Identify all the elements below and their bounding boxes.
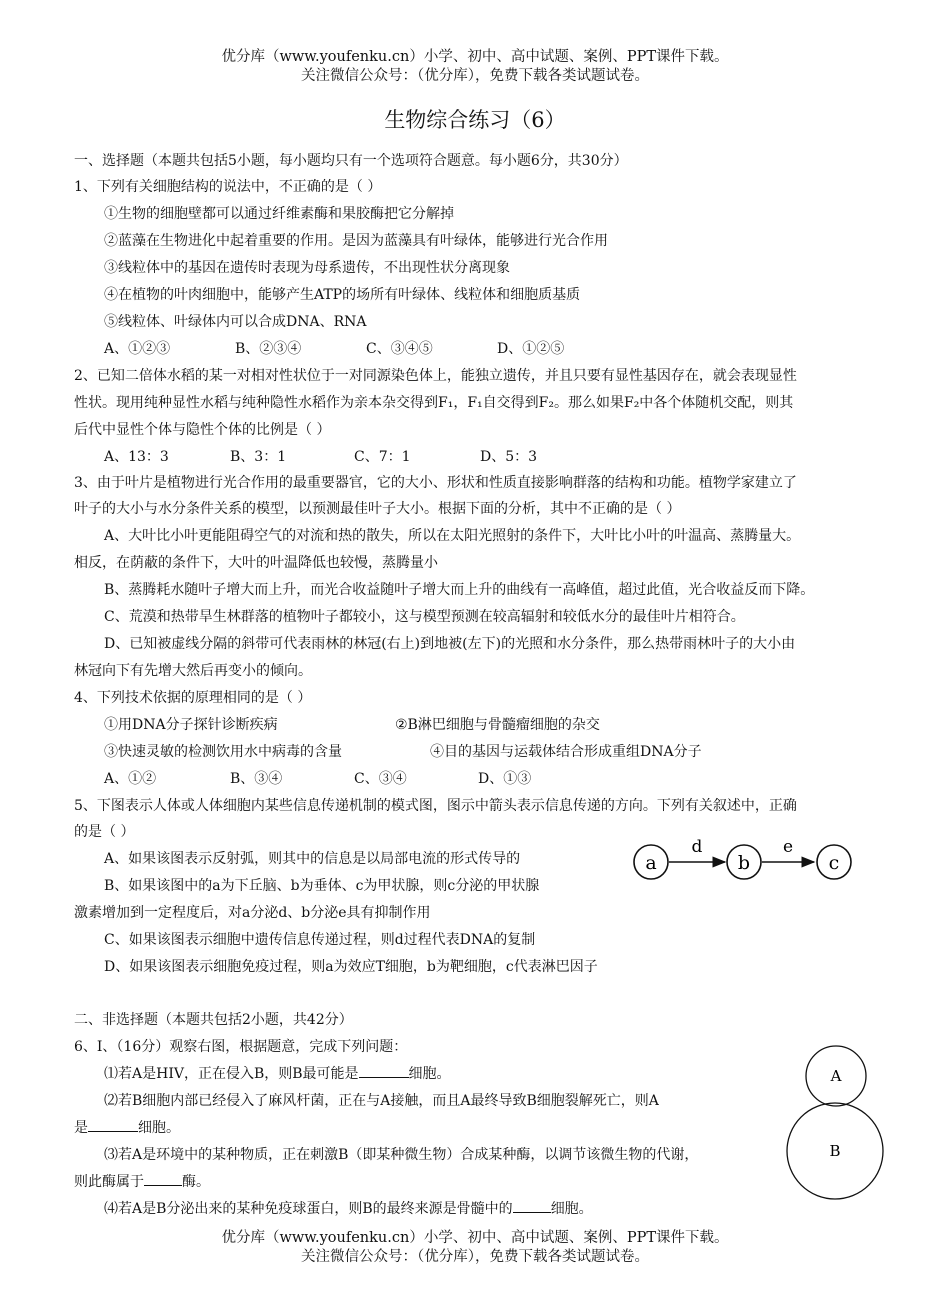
q6-part-4-suffix: 细胞。 xyxy=(550,1201,593,1217)
section-1-heading: 一、选择题（本题共包括5小题，每小题均只有一个选项符合题意。每小题6分，共30分） xyxy=(74,153,628,169)
q1-stem: 1、下列有关细胞结构的说法中，不正确的是（ ） xyxy=(74,179,382,195)
q6-part-2-line-2 xyxy=(74,1117,774,1139)
q4-item-4: ④目的基因与运载体结合形成重组DNA分子 xyxy=(430,744,702,760)
q3-option-a-line-1: A、大叶比小叶更能阻碍空气的对流和热的散失，所以在太阳光照射的条件下，大叶比小叶的叶温高、蒸腾量大。 xyxy=(104,528,801,544)
cell-a-label: A xyxy=(830,1067,842,1085)
q3-line-1: 3、由于叶片是植物进行光合作用的最重要器官，它的大小、形状和性质直接影响群落的结构和功能。植物学家建立了 xyxy=(74,475,797,491)
section-2-heading: 二、非选择题（本题共包括2小题，共42分） xyxy=(74,1012,353,1028)
q6-part-3-prefix: 则此酶属于 xyxy=(74,1174,144,1190)
q4-option-b: B、③④ xyxy=(230,771,283,787)
q2-option-c: C、7：1 xyxy=(354,449,411,465)
q1-item-4: ④在植物的叶肉细胞中，能够产生ATP的场所有叶绿体、线粒体和细胞质基质 xyxy=(104,287,581,303)
q4-option-d: D、①③ xyxy=(478,771,532,787)
q5-line-2: 的是（ ） xyxy=(74,824,135,840)
q4-item-2: ②B淋巴细胞与骨髓瘤细胞的杂交 xyxy=(395,717,600,733)
node-c-label: c xyxy=(828,852,840,874)
q1-item-2: ②蓝藻在生物进化中起着重要的作用。是因为蓝藻具有叶绿体，能够进行光合作用 xyxy=(104,233,608,249)
q4-option-a: A、①② xyxy=(104,771,157,787)
q3-option-a-line-2: 相反，在荫蔽的条件下，大叶的叶温降低也较慢，蒸腾量小 xyxy=(74,555,438,571)
q5-option-a: A、如果该图表示反射弧，则其中的信息是以局部电流的形式传导的 xyxy=(104,851,521,867)
page-title: 生物综合练习（6） xyxy=(384,108,566,132)
q6-part-1-blank[interactable] xyxy=(359,1063,409,1078)
q4-option-c: C、③④ xyxy=(354,771,407,787)
q2-line-1: 2、已知二倍体水稻的某一对相对性状位于一对同源染色体上，能独立遗传，并且只要有显性基因存在，就会表现显性 xyxy=(74,368,797,384)
page-footer-line-1: 优分库（www.youfenku.cn）小学、初中、高中试题、案例、PPT课件下载。 xyxy=(221,1230,729,1246)
q6-part-3-suffix: 酶。 xyxy=(182,1174,210,1190)
q1-option-c: C、③④⑤ xyxy=(366,341,433,357)
q6-part-1-suffix: 细胞。 xyxy=(408,1066,451,1082)
q2-option-b: B、3：1 xyxy=(230,449,287,465)
page-header-line-1: 优分库（www.youfenku.cn）小学、初中、高中试题、案例、PPT课件下载。 xyxy=(221,49,729,65)
q6-part-4-text: ⑷若A是B分泌出来的某种免疫球蛋白，则B的最终来源是骨髓中的 xyxy=(104,1201,513,1217)
arrow-d-label: d xyxy=(691,837,703,857)
q5-option-b-line-1: B、如果该图中的a为下丘脑、b为垂体、c为甲状腺，则c分泌的甲状腺 xyxy=(104,878,540,894)
q6-part-1-text: ⑴若A是HIV，正在侵入B，则B最可能是 xyxy=(104,1066,359,1082)
q6-part-1 xyxy=(104,1063,774,1085)
q6-part-4 xyxy=(104,1198,774,1220)
q6-part-2-line-1: ⑵若B细胞内部已经侵入了麻风杆菌，正在与A接触，而且A最终导致B细胞裂解死亡，则A xyxy=(104,1093,659,1109)
q1-option-b: B、②③④ xyxy=(235,341,302,357)
q6-part-3-line-1: ⑶若A是环境中的某种物质，正在刺激B（即某种微生物）合成某种酶，以调节该微生物的代谢， xyxy=(104,1147,699,1163)
q2-line-2: 性状。现用纯种显性水稻与纯种隐性水稻作为亲本杂交得到F₁，F₁自交得到F₂。那么如果F₂中各个体随机交配，则其 xyxy=(74,395,794,411)
q1-item-5: ⑤线粒体、叶绿体内可以合成DNA、RNA xyxy=(104,314,367,330)
page-footer-line-2: 关注微信公众号：（优分库），免费下载各类试题试卷。 xyxy=(301,1249,649,1265)
q6-part-4-blank[interactable] xyxy=(513,1198,551,1213)
q2-line-3: 后代中显性个体与隐性个体的比例是（ ） xyxy=(74,422,331,438)
q3-option-b: B、蒸腾耗水随叶子增大而上升，而光合收益随叶子增大而上升的曲线有一高峰值，超过此值，光合收益反而下降。 xyxy=(104,582,815,598)
q6-part-2-prefix: 是 xyxy=(74,1120,88,1136)
q2-option-a: A、13：3 xyxy=(104,449,169,465)
q4-item-1: ①用DNA分子探针诊断疾病 xyxy=(104,717,278,733)
q4-item-3: ③快速灵敏的检测饮用水中病毒的含量 xyxy=(104,744,342,760)
q5-option-b-line-2: 激素增加到一定程度后，对a分泌d、b分泌e具有抑制作用 xyxy=(74,905,431,921)
q6-part-2-suffix: 细胞。 xyxy=(138,1120,180,1136)
node-a-label: a xyxy=(645,852,657,874)
q6-part-3-blank[interactable] xyxy=(144,1171,182,1186)
q4-stem: 4、下列技术依据的原理相同的是（ ） xyxy=(74,690,312,706)
cell-b-label: B xyxy=(829,1142,841,1160)
q3-option-c: C、荒漠和热带旱生林群落的植物叶子都较小，这与模型预测在较高辐射和较低水分的最佳叶片相符合。 xyxy=(104,609,745,625)
node-b-label: b xyxy=(737,852,751,874)
q5-diagram xyxy=(628,835,860,887)
q1-item-1: ①生物的细胞壁都可以通过纤维素酶和果胶酶把它分解掉 xyxy=(104,206,454,222)
q1-item-3: ③线粒体中的基因在遗传时表现为母系遗传，不出现性状分离现象 xyxy=(104,260,510,276)
page-header-line-2: 关注微信公众号：（优分库），免费下载各类试题试卷。 xyxy=(301,68,649,84)
q5-line-1: 5、下图表示人体或人体细胞内某些信息传递机制的模式图，图示中箭头表示信息传递的方向。下列有关叙述中，正确 xyxy=(74,798,797,814)
q6-stem: 6、Ⅰ、（16分）观察右图，根据题意，完成下列问题： xyxy=(74,1039,408,1055)
q1-option-a: A、①②③ xyxy=(104,341,171,357)
q3-option-d-line-2: 林冠向下有先增大然后再变小的倾向。 xyxy=(74,663,312,679)
q6-diagram xyxy=(780,1040,890,1200)
q5-option-c: C、如果该图表示细胞中遗传信息传递过程，则d过程代表DNA的复制 xyxy=(104,932,536,948)
arrow-e-label: e xyxy=(782,837,794,857)
q3-line-2: 叶子的大小与水分条件关系的模型，以预测最佳叶子大小。根据下面的分析，其中不正确的是（ ） xyxy=(74,501,681,517)
q6-part-3-line-2 xyxy=(74,1171,774,1193)
q5-option-d: D、如果该图表示细胞免疫过程，则a为效应T细胞，b为靶细胞，c代表淋巴因子 xyxy=(104,959,598,975)
q2-option-d: D、5：3 xyxy=(480,449,538,465)
q3-option-d-line-1: D、已知被虚线分隔的斜带可代表雨林的林冠(右上)到地被(左下)的光照和水分条件，那么热带雨林叶子的大小由 xyxy=(104,636,796,652)
q1-option-d: D、①②⑤ xyxy=(497,341,565,357)
q6-part-2-blank[interactable] xyxy=(88,1117,138,1132)
